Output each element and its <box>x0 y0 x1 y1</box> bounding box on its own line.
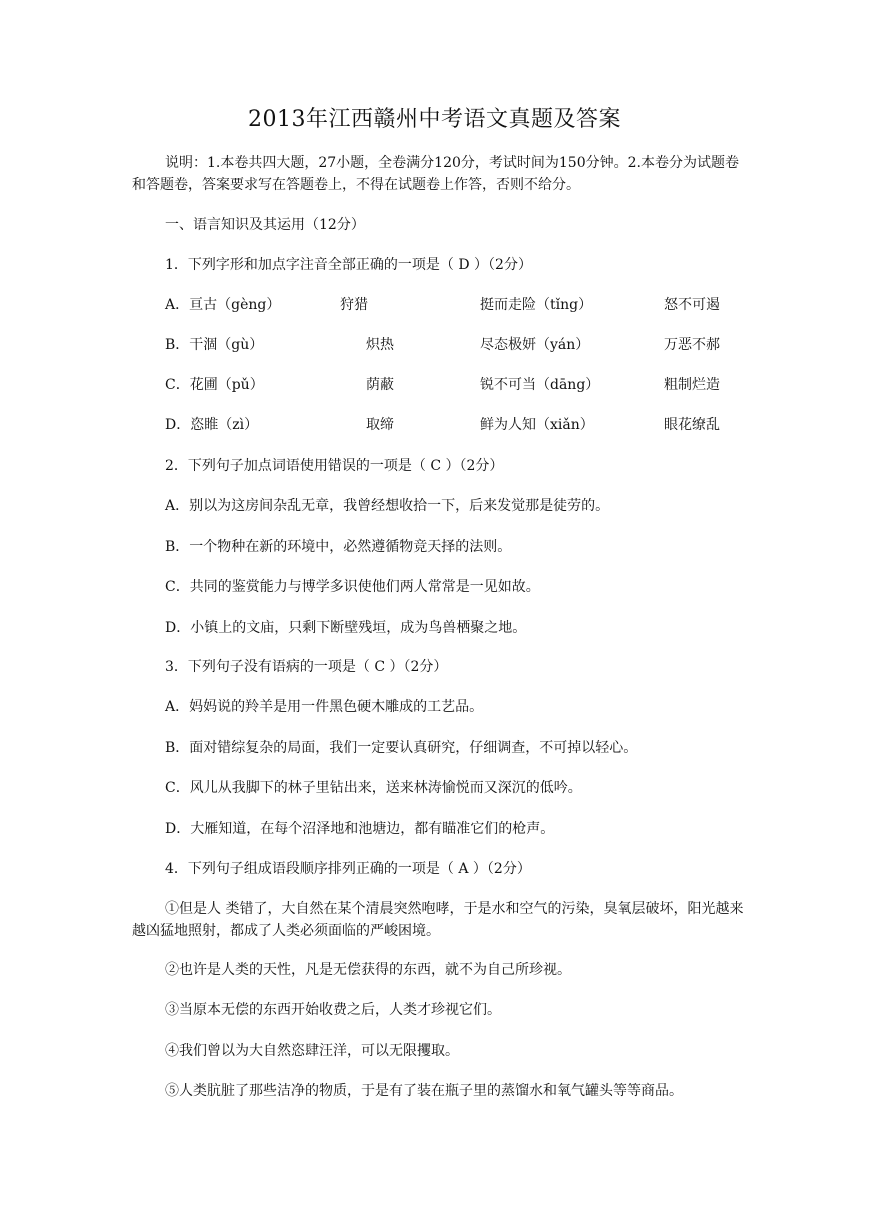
instructions: 说明：1.本卷共四大题，27小题，全卷满分120分，考试时间为150分钟。2.本卷分为试题卷和答题卷，答案要求写在答题卷上，不得在试题卷上作答，否则不给分。 <box>132 155 739 193</box>
q3-option-c: C．风儿从我脚下的林子里钻出来，送来林涛愉悦而又深沉的低吟。 <box>165 780 582 796</box>
q1-option-c-col2: 荫蔽 <box>366 377 394 393</box>
q3-option-b: B．面对错综复杂的局面，我们一定要认真研究，仔细调查，不可掉以轻心。 <box>165 740 638 756</box>
q4-sentence-3: ③当原本无偿的东西开始收费之后，人类才珍视它们。 <box>165 1002 501 1018</box>
q1-option-c-col4: 粗制烂造 <box>664 377 720 393</box>
q1-option-d-col3: 鲜为人知（xiǎn） <box>480 417 594 433</box>
q2-option-a: A．别以为这房间杂乱无章，我曾经想收拾一下，后来发觉那是徒劳的。 <box>165 498 610 514</box>
q1-option-b-col1: B．干涸（gù） <box>165 337 264 353</box>
q1-option-b-col3: 尽态极妍（yán） <box>480 337 590 353</box>
q4-sentence-5: ⑤人类肮脏了那些洁净的物质，于是有了装在瓶子里的蒸馏水和氧气罐头等等商品。 <box>165 1083 683 1099</box>
q2-option-c: C．共同的鉴赏能力与博学多识使他们两人常常是一见如故。 <box>165 579 540 595</box>
q1-option-b-col4: 万恶不郝 <box>664 337 720 353</box>
q2-option-b: B．一个物种在新的环境中，必然遵循物竞天择的法则。 <box>165 539 512 555</box>
q1-option-d-col1: D．恣睢（zì） <box>165 417 259 433</box>
question-4-stem: 4．下列句子组成语段顺序排列正确的一项是（ A ）（2分） <box>165 861 531 877</box>
q4-sentence-1: ①但是人 类错了，大自然在某个清晨突然咆哮，于是水和空气的污染，臭氧层破坏，阳光越来越凶猛地照射，都成了人类必须面临的严峻困境。 <box>132 901 744 939</box>
q1-option-d-col2: 取缔 <box>366 417 394 433</box>
q2-option-d: D．小镇上的文庙，只剩下断壁残垣，成为鸟兽栖聚之地。 <box>165 620 527 636</box>
q1-option-b-col2: 炽热 <box>366 337 394 353</box>
q1-option-d-col4: 眼花缭乱 <box>664 417 720 433</box>
q4-sentence-4: ④我们曾以为大自然恣肆汪洋，可以无限攫取。 <box>165 1043 459 1059</box>
question-1-stem: 1．下列字形和加点字注音全部正确的一项是（ D ）（2分） <box>165 257 532 273</box>
q1-option-c-col1: C．花圃（pǔ） <box>165 377 264 393</box>
page-title: 2013年江西赣州中考语文真题及答案 <box>248 107 621 132</box>
section-heading: 一、语言知识及其运用（12分） <box>165 217 365 233</box>
question-3-stem: 3．下列句子没有语病的一项是（ C ）（2分） <box>165 659 448 675</box>
q1-option-c-col3: 锐不可当（dāng） <box>480 377 600 393</box>
q1-option-a-col4: 怒不可遏 <box>664 297 720 313</box>
q3-option-d: D．大雁知道，在每个沼泽地和池塘边，都有瞄准它们的枪声。 <box>165 821 555 837</box>
q4-sentence-2: ②也许是人类的天性，凡是无偿获得的东西，就不为自己所珍视。 <box>165 962 571 978</box>
q1-option-a-col1: A．亘古（gèng） <box>165 297 281 313</box>
question-2-stem: 2．下列句子加点词语使用错误的一项是（ C ）（2分） <box>165 458 504 474</box>
q3-option-a: A．妈妈说的羚羊是用一件黑色硬木雕成的工艺品。 <box>165 699 484 715</box>
q1-option-a-col2: 狩猎 <box>340 297 368 313</box>
q1-option-a-col3: 挺而走险（tǐng） <box>480 297 593 313</box>
